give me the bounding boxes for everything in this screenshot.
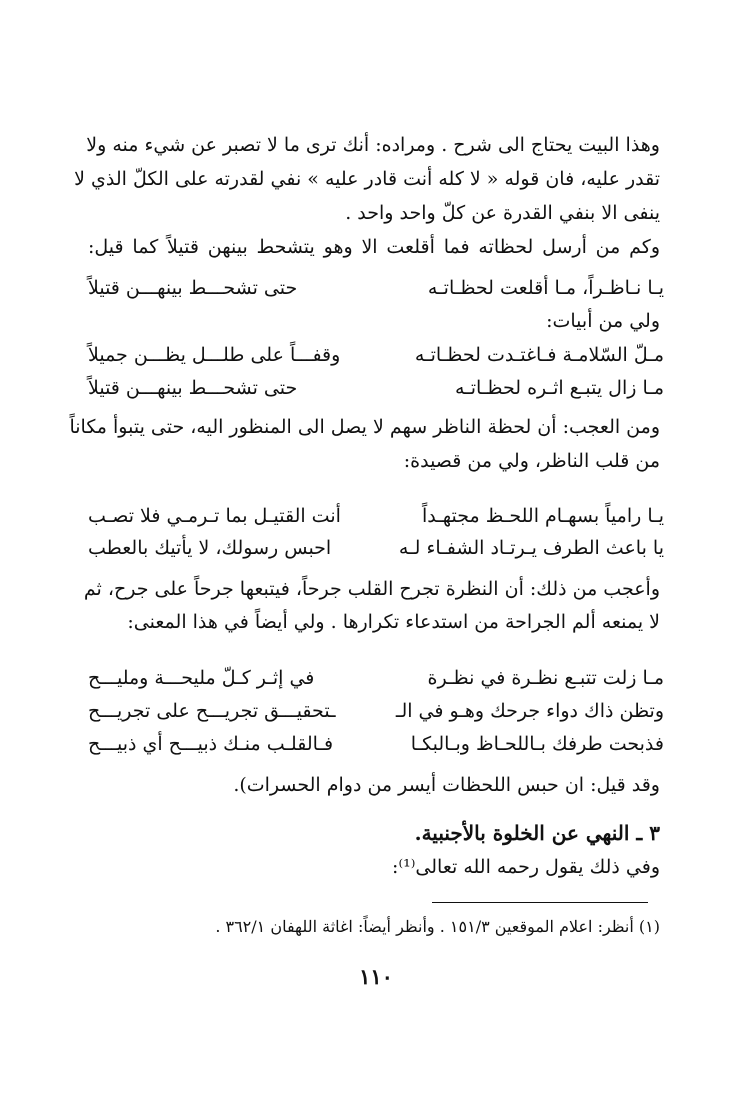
footnote: (١) أنظر: اعلام الموقعين ١٥١/٣ . وأنظر أيضاً: اغاثة اللهفان ٣٦٢/١ . bbox=[215, 917, 660, 936]
paragraph-line: ينفى الا بنفي القدرة عن كلّ واحد واحد . bbox=[345, 202, 660, 224]
verse-line bbox=[88, 501, 664, 531]
paragraph-line: تقدر عليه، فان قوله « لا كله أنت قادر عليه » نفي لقدرته على الكلّ الذي لا bbox=[74, 168, 660, 190]
verse-first-hemistich: يـا رامياً بسهـام اللحـظ مجتهـداً bbox=[421, 505, 664, 527]
verse-second-hemistich: احبس رسولك، لا يأتيك بالعطب bbox=[88, 537, 332, 559]
verse-second-hemistich: ـتحقيـــق تجريـــح على تجريـــح bbox=[88, 700, 336, 722]
verse-first-hemistich: فذبحت طرفك بـاللحـاظ وبـالبكـا bbox=[410, 733, 664, 755]
paragraph-line: وأعجب من ذلك: أن النظرة تجرح القلب جرحاً، فيتبعها جرحاً على جرح، ثم bbox=[83, 578, 660, 600]
verse-line bbox=[88, 663, 664, 693]
verse-line bbox=[88, 340, 664, 370]
verse-second-hemistich: حتى تشحـــط بينهـــن قتيلاً bbox=[88, 277, 298, 299]
verse-line bbox=[88, 373, 664, 403]
paragraph-line: ومن العجب: أن لحظة الناظر سهم لا يصل الى المنظور اليه، حتى يتبوأ مكاناً bbox=[69, 416, 660, 438]
section-heading: ٣ ـ النهي عن الخلوة بالأجنبية. bbox=[414, 821, 660, 845]
verse-first-hemistich: يـا نـاظـراً، مـا أقلعت لحظـاتـه bbox=[427, 277, 664, 299]
verse-first-hemistich: مـلّ السّلامـة فـاغتـدت لحظـاتـه bbox=[414, 344, 664, 366]
verse-intro: ولي من أبيات: bbox=[546, 310, 660, 332]
paragraph-line: لا يمنعه ألم الجراحة من استدعاء تكرارها . ولي أيضاً في هذا المعنى: bbox=[127, 611, 660, 633]
verse-line bbox=[88, 729, 664, 759]
verse-line bbox=[88, 273, 664, 303]
verse-second-hemistich: وقفـــاً على طلـــل يظـــن جميلاً bbox=[88, 344, 341, 366]
verse-first-hemistich: يا باعث الطرف يـرتـاد الشفـاء لـه bbox=[398, 537, 664, 559]
paragraph-line: وكم من أرسل لحظاته فما أقلعت الا وهو يتشحط بينهن قتيلاً كما قيل: bbox=[88, 236, 660, 258]
paragraph-line: وقد قيل: ان حبس اللحظات أيسر من دوام الحسرات). bbox=[233, 774, 660, 796]
verse-first-hemistich: مـا زال يتبـع اثـره لحظـاتـه bbox=[455, 377, 664, 399]
verse-second-hemistich: أنت القتيـل بما تـرمـي فلا تصـب bbox=[88, 505, 341, 527]
section-intro-line: وفي ذلك يقول رحمه الله تعالى⁽¹⁾: bbox=[392, 856, 660, 878]
verse-line bbox=[88, 533, 664, 563]
verse-first-hemistich: وتظن ذاك دواء جرحك وهـو في الـ bbox=[395, 700, 664, 722]
paragraph-line: من قلب الناظر، ولي من قصيدة: bbox=[403, 450, 660, 472]
paragraph-line: وهذا البيت يحتاج الى شرح . ومراده: أنك ترى ما لا تصبر عن شيء منه ولا bbox=[86, 134, 660, 156]
verse-second-hemistich: حتى تشحـــط بينهـــن قتيلاً bbox=[88, 377, 298, 399]
footnote-divider bbox=[432, 902, 648, 903]
verse-line bbox=[88, 696, 664, 726]
page-number: ١١٠ bbox=[359, 964, 393, 989]
verse-second-hemistich: في إثـر كـلّ مليحـــة ومليـــح bbox=[88, 667, 315, 689]
verse-first-hemistich: مـا زلت تتبـع نظـرة في نظـرة bbox=[427, 667, 664, 689]
verse-second-hemistich: فـالقلـب منـك ذبيـــح أي ذبيـــح bbox=[88, 733, 334, 755]
